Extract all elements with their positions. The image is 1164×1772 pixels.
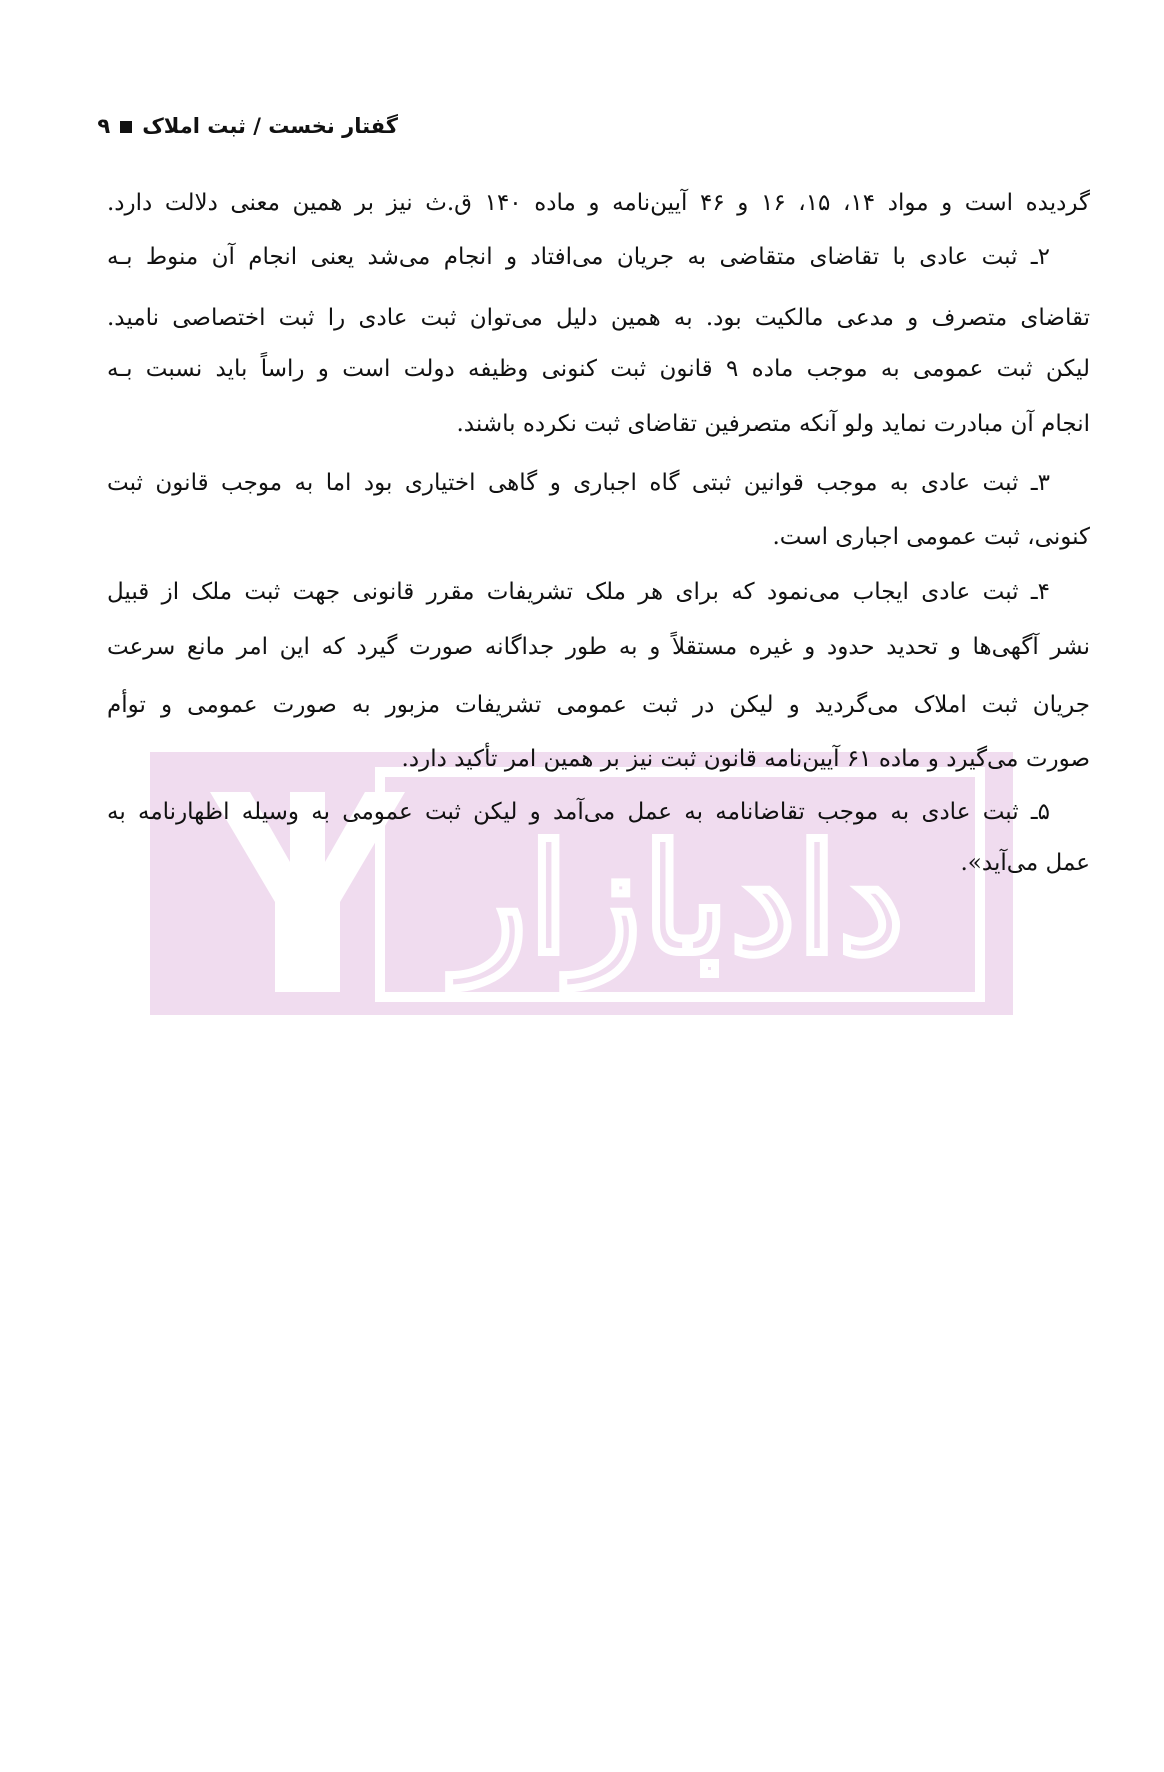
text-line: ۴ـ ثبت عادی ایجاب می‌نمود که برای هر ملک تشریفات مقرر قانونی جهت ثبت ملک از قبیل [107,579,1050,605]
text-line: ۲ـ ثبت عادی با تقاضای متقاضی به جریان می‌افتاد و انجام می‌شد یعنی انجام آن منوط بـه [107,244,1050,270]
watermark-logo [150,752,1013,1015]
text-line: ۵ـ ثبت عادی به موجب تقاضانامه به عمل می‌آمد و لیکن ثبت عمومی به وسیله اظهارنامه به [107,799,1050,825]
text-line: گردیده است و مواد ۱۴، ۱۵، ۱۶ و ۴۶ آیین‌نامه و ماده ۱۴۰ ق.ث نیز بر همین معنی دلالت دارد. [107,190,1090,216]
text-line: جریان ثبت املاک می‌گردید و لیکن در ثبت عمومی تشریفات مزبور به صورت عمومی و توأم [107,692,1090,718]
text-line: انجام آن مبادرت نماید ولو آنکه متصرفین تقاضای ثبت نکرده باشند. [456,411,1090,437]
separator-square-icon [120,121,132,133]
text-line: تقاضای متصرف و مدعی مالکیت بود. به همین دلیل می‌توان ثبت عادی را ثبت اختصاصی نامید. [107,305,1090,331]
text-line: صورت می‌گیرد و ماده ۶۱ آیین‌نامه قانون ثبت نیز بر همین امر تأکید دارد. [401,746,1090,772]
text-line: ۳ـ ثبت عادی به موجب قوانین ثبتی گاه اجباری و گاهی اختیاری بود اما به موجب قانون ثبت [107,470,1050,496]
text-line: لیکن ثبت عمومی به موجب ماده ۹ قانون ثبت کنونی وظیفه دولت است و راساً باید نسبت بـه [107,356,1090,382]
watermark-text: دادبازار [455,814,905,988]
running-header [97,114,398,138]
text-line: عمل می‌آید». [960,850,1090,876]
text-line: کنونی، ثبت عمومی اجباری است. [772,524,1090,550]
text-line: نشر آگهی‌ها و تحدید حدود و غیره مستقلاً و به طور جداگانه صورت گیرد که این امر مانع سرعت [107,634,1090,660]
page-number: ۹ [97,114,111,138]
chapter-title: گفتار نخست / ثبت املاک [142,114,398,138]
